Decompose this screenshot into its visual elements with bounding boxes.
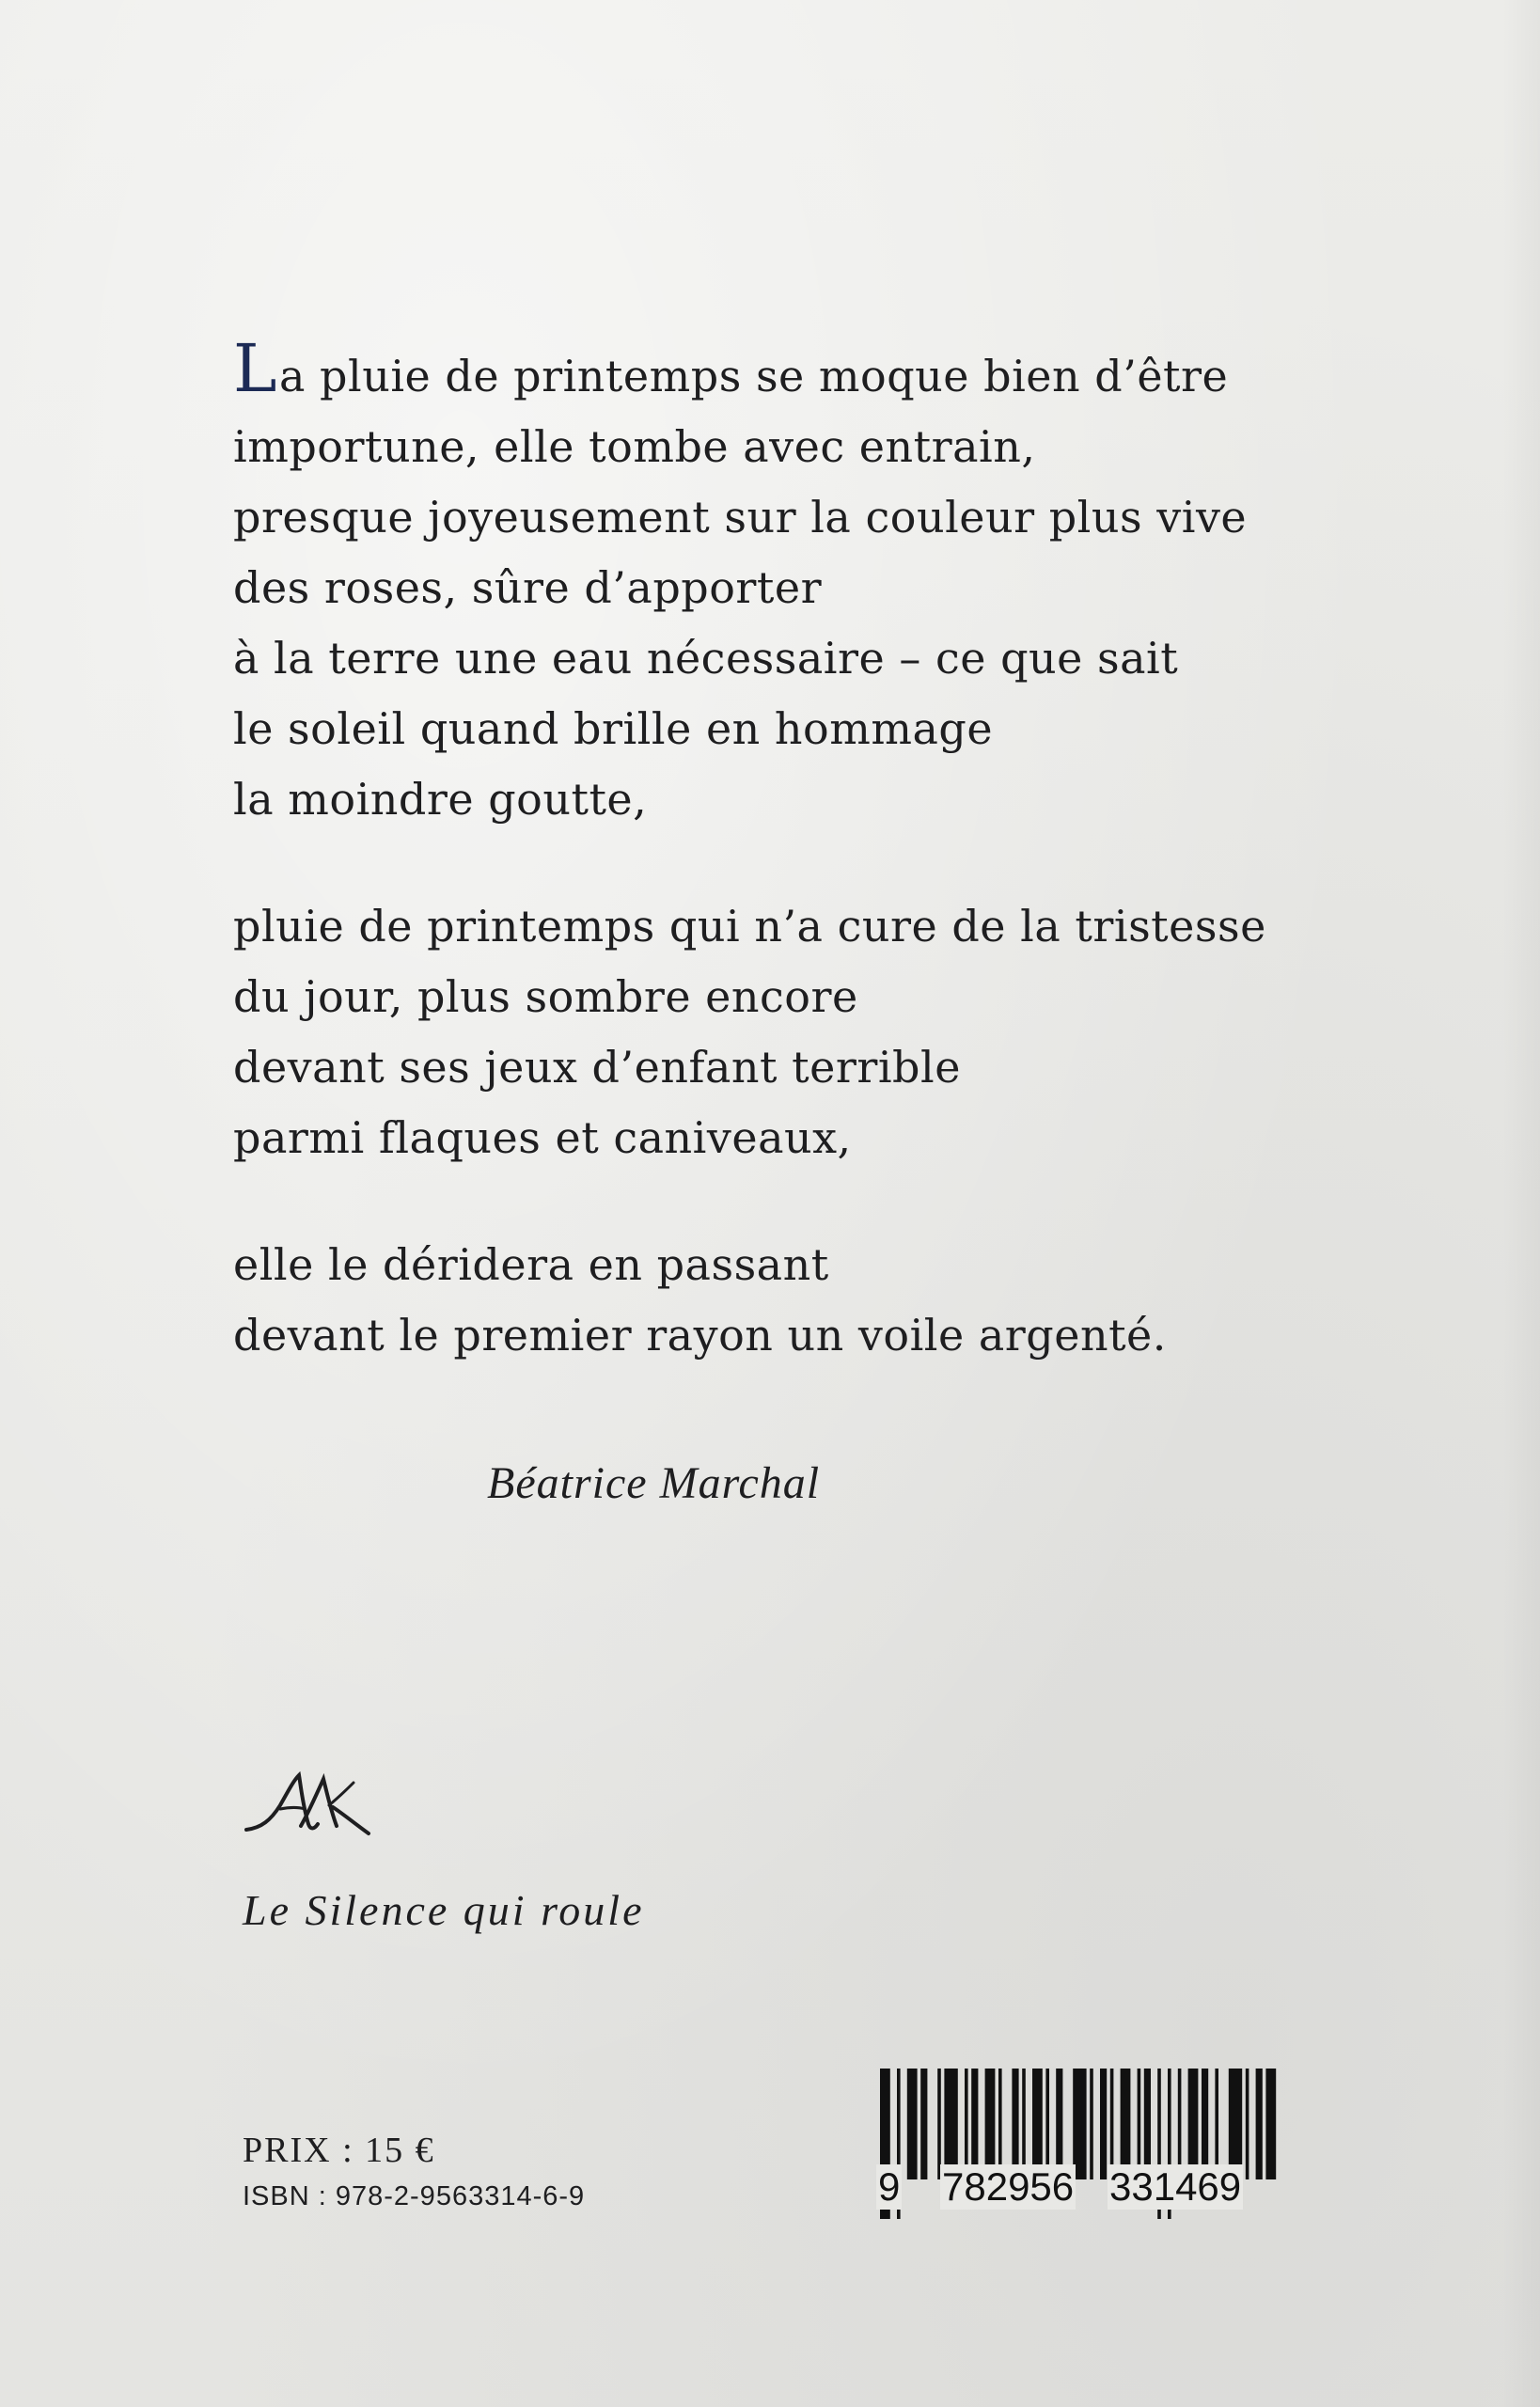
poem: [233, 330, 1266, 1371]
barcode-bar: [944, 2069, 957, 2179]
barcode-bar: [985, 2069, 996, 2179]
poem-stanza-3: [233, 1230, 1266, 1371]
poem-line-text: a pluie de printemps se moque bien d’être: [278, 351, 1229, 401]
barcode-bar: [1110, 2069, 1114, 2179]
poem-stanza-1: [233, 330, 1266, 835]
poem-line: pluie de printemps qui n’a cure de la tristesse: [233, 901, 1266, 952]
poem-line: du jour, plus sombre encore: [233, 971, 858, 1022]
barcode-bar: [971, 2069, 978, 2179]
poem-line: le soleil quand brille en hommage: [233, 703, 994, 754]
poem-line: devant ses jeux d’enfant terrible: [233, 1042, 961, 1093]
price: PRIX : 15 €: [243, 2131, 435, 2170]
barcode-bar: [1256, 2069, 1263, 2179]
barcode-bar: [1215, 2069, 1218, 2179]
poem-line: [233, 330, 1266, 412]
barcode-bar: [1012, 2069, 1018, 2179]
barcode-bar: [1144, 2069, 1151, 2179]
poem-line: importune, elle tombe avec entrain,: [233, 421, 1036, 472]
barcode-bar: [1265, 2069, 1276, 2179]
barcode-bar: [1056, 2069, 1062, 2179]
poem-line: la moindre goutte,: [233, 774, 648, 825]
poem-line: elle le déridera en passant: [233, 1239, 829, 1290]
poem-line: parmi flaques et caniveaux,: [233, 1112, 852, 1163]
barcode-bar: [1073, 2069, 1086, 2179]
barcode-bar: [1100, 2069, 1107, 2179]
barcode-bar: [1229, 2069, 1242, 2179]
poem-line: presque joyeusement sur la couleur plus vive: [233, 492, 1248, 543]
barcode-bar: [1121, 2069, 1131, 2179]
isbn: ISBN : 978-2-9563314-6-9: [243, 2181, 586, 2211]
barcode-bar: [920, 2069, 927, 2179]
drop-cap: L: [233, 330, 277, 407]
barcode-bar: [1022, 2069, 1026, 2179]
poem-line: des roses, sûre d’apporter: [233, 562, 823, 613]
poem-stanza-2: [233, 891, 1266, 1173]
barcode-bar: [1090, 2069, 1093, 2179]
barcode-bar: [1188, 2069, 1199, 2179]
barcode-digits-right: 331469: [1109, 2164, 1242, 2209]
barcode-bar: [1045, 2069, 1049, 2179]
poem-line: à la terre une eau nécessaire – ce que sait: [233, 633, 1179, 684]
barcode-bar: [998, 2069, 1002, 2179]
barcode-digit-first: 9: [878, 2164, 901, 2209]
barcode-bar: [1202, 2069, 1208, 2179]
barcode-bar: [1178, 2069, 1182, 2179]
barcode-bar: [937, 2069, 941, 2179]
publisher-name: Le Silence qui roule: [243, 1886, 645, 1934]
barcode-bar: [1138, 2069, 1141, 2179]
barcode-bar: [1032, 2069, 1043, 2179]
author-signature: Béatrice Marchal: [487, 1458, 821, 1508]
barcode-bar: [907, 2069, 918, 2179]
barcode-bar: [1246, 2069, 1249, 2179]
barcode-digits-left: 782956: [942, 2164, 1075, 2209]
poem-line: devant le premier rayon un voile argenté.: [233, 1310, 1167, 1361]
barcode-bar: [965, 2069, 968, 2179]
publisher-monogram-logo-icon: [243, 1768, 374, 1843]
